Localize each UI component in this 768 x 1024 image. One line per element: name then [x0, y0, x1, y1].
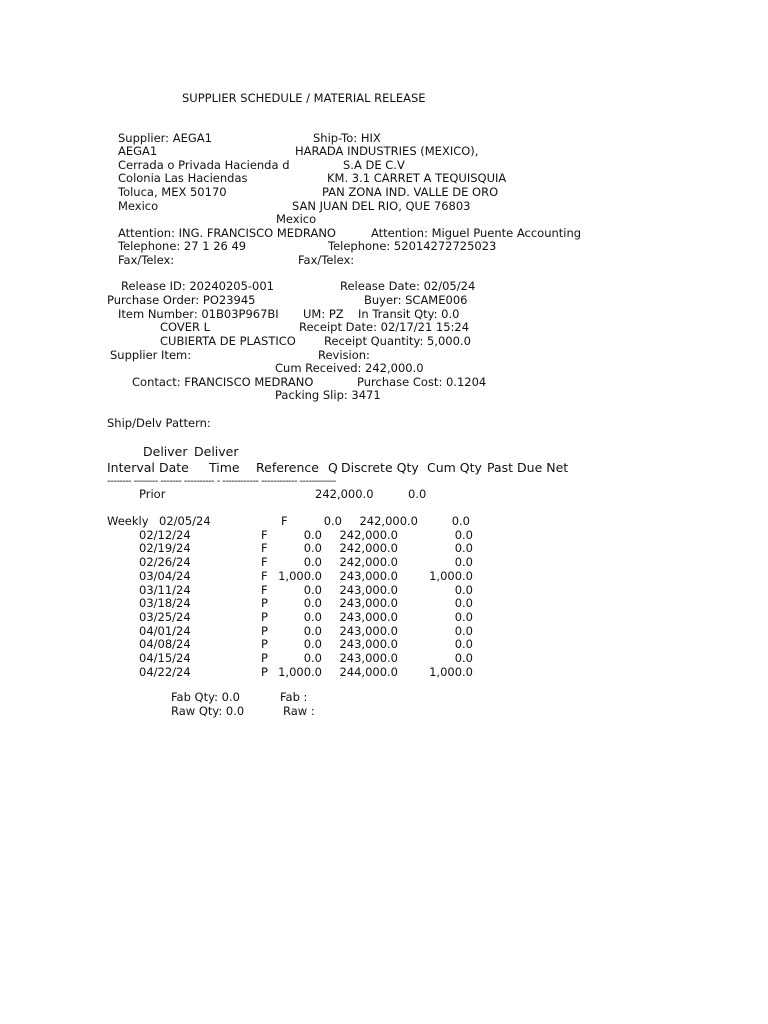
shipto-name2: S.A DE C.V	[343, 158, 405, 172]
receipt-quantity: Receipt Quantity: 5,000.0	[324, 334, 471, 348]
row-cum-qty: 243,000.0	[339, 623, 398, 638]
shipto-address2: PAN ZONA IND. VALLE DE ORO	[322, 185, 499, 199]
row-date: 03/25/24	[139, 609, 191, 624]
shipto-name: HARADA INDUSTRIES (MEXICO),	[295, 144, 479, 158]
shipto-city: SAN JUAN DEL RIO, QUE 76803	[292, 199, 471, 213]
supplier-attention: Attention: ING. FRANCISCO MEDRANO	[118, 226, 336, 240]
row-cum-qty: 242,000.0	[359, 514, 418, 528]
supplier-item: Supplier Item:	[110, 348, 192, 362]
row-past-due-net: 1,000.0	[429, 568, 473, 583]
row-date: 04/22/24	[139, 664, 191, 679]
row-date: 03/11/24	[139, 582, 191, 597]
row-discrete-qty: 0.0	[303, 623, 322, 638]
row-date: 02/05/24	[159, 514, 211, 528]
row-date: 04/08/24	[139, 637, 191, 652]
header-interval: Interval	[107, 460, 155, 475]
header-reference: Reference	[256, 460, 319, 475]
row-discrete-qty: 0.0	[303, 651, 322, 665]
release-id: Release ID: 20240205-001	[121, 279, 274, 293]
item-number: Item Number: 01B03P967BI	[118, 307, 279, 321]
row-cum-qty: 243,000.0	[339, 637, 398, 652]
row-past-due-net: 0.0	[454, 623, 473, 638]
row-past-due-net: 0.0	[454, 527, 473, 542]
row-date: 03/04/24	[139, 568, 191, 583]
purchase-order: Purchase Order: PO23945	[107, 293, 256, 307]
buyer: Buyer: SCAME006	[364, 293, 468, 307]
row-date: 04/15/24	[139, 651, 191, 665]
cum-received: Cum Received: 242,000.0	[275, 361, 424, 375]
release-date: Release Date: 02/05/24	[340, 279, 476, 293]
shipto-telephone: Telephone: 52014272725023	[328, 239, 497, 253]
shipto-fax: Fax/Telex:	[298, 253, 355, 267]
pattern-label: Ship/Delv Pattern:	[107, 416, 211, 430]
row-discrete-qty: 0.0	[303, 541, 322, 556]
row-cum-qty: 242,000.0	[339, 541, 398, 556]
supplier-telephone: Telephone: 27 1 26 49	[118, 239, 247, 253]
row-q: P	[261, 596, 268, 611]
shipto-address1: KM. 3.1 CARRET A TEQUISQUIA	[327, 171, 507, 185]
row-date: 02/26/24	[139, 555, 191, 570]
row-cum-qty: 243,000.0	[339, 596, 398, 611]
row-q: F	[261, 555, 268, 570]
row-q: F	[281, 514, 288, 528]
row-discrete-qty: 0.0	[303, 609, 322, 624]
supplier-address1: Cerrada o Privada Hacienda d	[118, 158, 290, 172]
supplier-fax: Fax/Telex:	[118, 253, 175, 267]
prior-cum-qty: 242,000.0	[315, 487, 374, 501]
supplier-name: AEGA1	[118, 144, 158, 158]
row-q: F	[261, 568, 268, 583]
row-cum-qty: 243,000.0	[339, 568, 398, 583]
supplier-address2: Colonia Las Haciendas	[118, 171, 248, 185]
row-q: P	[261, 623, 268, 638]
packing-slip: Packing Slip: 3471	[275, 388, 381, 402]
header-discrete-qty: Discrete Qty	[341, 460, 419, 475]
row-discrete-qty: 0.0	[303, 527, 322, 542]
unit-of-measure: UM: PZ	[303, 307, 344, 321]
in-transit-qty: In Transit Qty: 0.0	[358, 307, 460, 321]
row-past-due-net: 0.0	[454, 651, 473, 665]
supplier-city: Toluca, MEX 50170	[118, 185, 227, 199]
header-deliver-date-top: Deliver	[143, 444, 188, 459]
purchase-cost: Purchase Cost: 0.1204	[357, 375, 487, 389]
shipto-attention: Attention: Miguel Puente Accounting	[371, 226, 582, 240]
row-discrete-qty: 0.0	[303, 555, 322, 570]
row-cum-qty: 242,000.0	[339, 527, 398, 542]
row-discrete-qty: 0.0	[303, 637, 322, 652]
header-past-due-net: Past Due Net	[487, 460, 569, 475]
header-deliver-time-top: Deliver	[194, 444, 239, 459]
shipto-label: Ship-To: HIX	[313, 131, 381, 145]
item-description-2: CUBIERTA DE PLASTICO	[160, 334, 296, 348]
row-past-due-net: 0.0	[454, 555, 473, 570]
supplier-country: Mexico	[118, 199, 159, 213]
row-q: F	[261, 527, 268, 542]
supplier-label: Supplier: AEGA1	[118, 131, 212, 145]
row-past-due-net: 0.0	[454, 596, 473, 611]
row-q: P	[261, 609, 268, 624]
row-cum-qty: 244,000.0	[339, 664, 398, 679]
row-past-due-net: 0.0	[454, 541, 473, 556]
prior-label: Prior	[139, 487, 166, 501]
row-discrete-qty: 0.0	[323, 514, 342, 528]
header-cum-qty: Cum Qty	[427, 460, 482, 475]
item-description-1: COVER L	[160, 320, 211, 334]
row-cum-qty: 243,000.0	[339, 651, 398, 665]
interval-label: Weekly	[107, 514, 149, 528]
header-separator: -------- -------- ------- ---------- - ------------ ------------ ------------	[107, 476, 336, 487]
shipto-country: Mexico	[276, 212, 317, 226]
header-time: Time	[209, 460, 240, 475]
revision: Revision:	[318, 348, 370, 362]
row-discrete-qty: 0.0	[303, 596, 322, 611]
row-cum-qty: 242,000.0	[339, 555, 398, 570]
receipt-date: Receipt Date: 02/17/21 15:24	[299, 320, 470, 334]
header-date: Date	[159, 460, 189, 475]
row-past-due-net: 0.0	[454, 637, 473, 652]
fab-label: Fab :	[280, 690, 308, 704]
row-q: F	[261, 582, 268, 597]
row-date: 02/12/24	[139, 527, 191, 542]
row-discrete-qty: 0.0	[303, 582, 322, 597]
header-q: Q	[328, 460, 338, 475]
fab-qty: Fab Qty: 0.0	[171, 690, 240, 704]
row-past-due-net: 0.0	[454, 582, 473, 597]
row-past-due-net: 0.0	[454, 609, 473, 624]
row-date: 04/01/24	[139, 623, 191, 638]
row-discrete-qty: 1,000.0	[278, 664, 322, 679]
prior-past-due: 0.0	[408, 487, 427, 501]
row-date: 02/19/24	[139, 541, 191, 556]
row-q: P	[261, 651, 268, 665]
row-date: 03/18/24	[139, 596, 191, 611]
row-q: P	[261, 664, 268, 679]
row-q: P	[261, 637, 268, 652]
row-past-due-net: 1,000.0	[429, 664, 473, 679]
contact: Contact: FRANCISCO MEDRANO	[132, 375, 314, 389]
row-past-due-net: 0.0	[451, 514, 470, 528]
raw-label: Raw :	[283, 704, 315, 718]
row-q: F	[261, 541, 268, 556]
document-title: SUPPLIER SCHEDULE / MATERIAL RELEASE	[182, 91, 426, 105]
row-cum-qty: 243,000.0	[339, 582, 398, 597]
row-discrete-qty: 1,000.0	[278, 568, 322, 583]
raw-qty: Raw Qty: 0.0	[171, 704, 245, 718]
row-cum-qty: 243,000.0	[339, 609, 398, 624]
